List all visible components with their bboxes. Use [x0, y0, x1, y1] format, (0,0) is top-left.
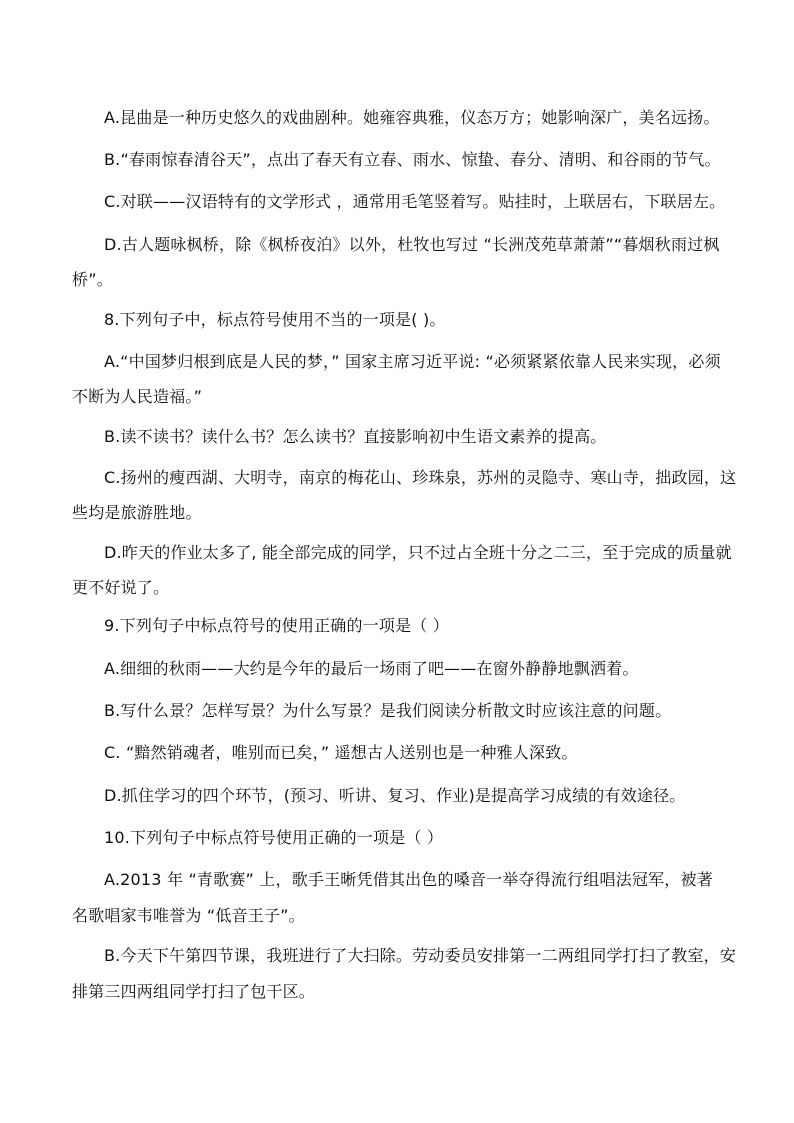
option-line: D.昨天的作业太多了, 能全部完成的同学，只不过占全班十分之二三，至于完成的质量就: [104, 543, 732, 562]
option-line-continued: 更不好说了。: [72, 578, 170, 597]
question-9: 9.下列句子中标点符号的使用正确的一项是（ ）: [104, 616, 449, 635]
option-line: A.昆曲是一种历史悠久的戏曲剧种。她雍容典雅，仪态万方；她影响深广，美名远扬。: [104, 108, 720, 127]
option-line: C. “黯然销魂者，唯别而已矣，” 遥想古人送别也是一种雅人深致。: [104, 743, 578, 762]
option-line-continued: 排第三四两组同学打扫了包干区。: [72, 982, 316, 1001]
option-line: A.“中国梦归根到底是人民的梦，” 国家主席习近平说: “必须紧紧依靠人民来实现，必须: [104, 352, 721, 371]
option-line: A.2013 年 “青歌赛” 上，歌手王晰凭借其出色的嗓音一举夺得流行组唱法冠军，被著: [104, 870, 713, 889]
option-line: C.扬州的瘦西湖、大明寺，南京的梅花山、珍珠泉，苏州的灵隐寺、寒山寺，拙政园，这: [104, 468, 737, 487]
option-line-continued: 桥”。: [72, 270, 113, 289]
option-line: C.对联——汉语特有的文学形式 ，通常用毛笔竖着写。贴挂时，上联居右，下联居左。: [104, 192, 726, 211]
question-8: 8.下列句子中，标点符号使用不当的一项是( )。: [104, 310, 446, 329]
question-10: 10.下列句子中标点符号使用正确的一项是（ ）: [104, 828, 444, 847]
option-line: B.读不读书？读什么书？怎么读书？直接影响初中生语文素养的提高。: [104, 427, 607, 446]
option-line: B.写什么景？怎样写景？为什么写景？是我们阅读分析散文时应该注意的问题。: [104, 701, 672, 720]
option-line: D.古人题咏枫桥，除《枫桥夜泊》以外，杜牧也写过 “长洲茂苑草萧萧”“暮烟秋雨过枫: [104, 235, 720, 254]
option-line-continued: 不断为人民造福。”: [72, 387, 203, 406]
option-line-continued: 名歌唱家韦唯誉为 “低音王子”。: [72, 906, 305, 925]
option-line: D.抓住学习的四个环节，(预习、听讲、复习、作业)是提高学习成绩的有效途径。: [104, 786, 686, 805]
option-line-continued: 些均是旅游胜地。: [72, 503, 202, 522]
option-line: B.“春雨惊春清谷天”，点出了春天有立春、雨水、惊蛰、春分、清明、和谷雨的节气。: [104, 150, 721, 169]
option-line: B.今天下午第四节课，我班进行了大扫除。劳动委员安排第一二两组同学打扫了教室，安: [104, 946, 737, 965]
option-line: A.细细的秋雨——大约是今年的最后一场雨了吧——在窗外静静地飘洒着。: [104, 659, 639, 678]
